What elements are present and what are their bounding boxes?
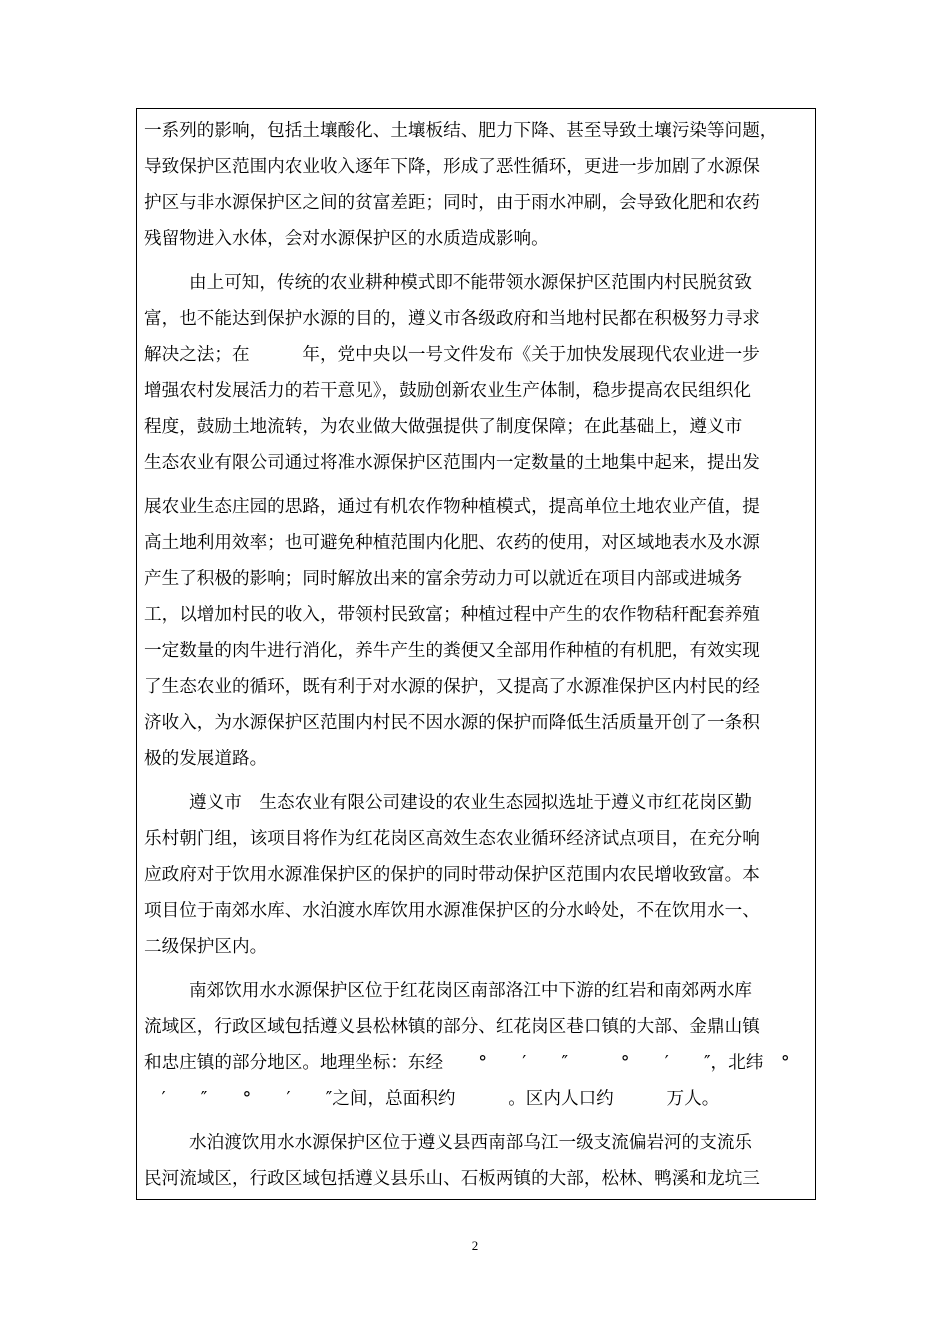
text-line: 济收入，为水源保护区范围内村民不因水源的保护而降低生活质量开创了一条积 [144,713,760,733]
page-number: 2 [471,1238,479,1253]
paragraph-start-line: 南郊饮用水水源保护区位于红花岗区南部洛江中下游的红岩和南郊两水库 [189,981,753,1001]
text-line: 产生了积极的影响；同时解放出来的富余劳动力可以就近在项目内部或进城务 [144,569,743,589]
text-line: 和忠庄镇的部分地区。地理坐标：东经 ° ′ ″ ° ′ ″，北纬 ° [144,1053,790,1073]
text-line: 导致保护区范围内农业收入逐年下降，形成了恶性循环，更进一步加剧了水源保 [144,157,760,177]
paragraph-start-line: 遵义市 生态农业有限公司建设的农业生态园拟选址于遵义市红花岗区勤 [189,793,753,813]
text-line: 二级保护区内。 [144,937,268,957]
text-line: 了生态农业的循环，既有利于对水源的保护，又提高了水源准保护区内村民的经 [144,677,760,697]
text-line: 程度，鼓励土地流转，为农业做大做强提供了制度保障；在此基础上，遵义市 [144,417,743,437]
text-line: 项目位于南郊水库、水泊渡水库饮用水源准保护区的分水岭处，不在饮用水一、 [144,901,760,921]
text-line: 一定数量的肉牛进行消化，养牛产生的粪便又全部用作种植的有机肥，有效实现 [144,641,760,661]
text-line: 护区与非水源保护区之间的贫富差距；同时，由于雨水冲刷，会导致化肥和农药 [144,193,760,213]
paragraph-start-line: 由上可知，传统的农业耕种模式即不能带领水源保护区范围内村民脱贫致 [189,273,753,293]
text-line: 生态农业有限公司通过将准水源保护区范围内一定数量的土地集中起来，提出发 [144,453,760,473]
text-line: 乐村朝门组，该项目将作为红花岗区高效生态农业循环经济试点项目，在充分响 [144,829,760,849]
text-line: 增强农村发展活力的若干意见》，鼓励创新农业生产体制，稳步提高农民组织化 [144,381,751,401]
text-line: 高土地利用效率；也可避免种植范围内化肥、农药的使用，对区域地表水及水源 [144,533,760,553]
text-line: 残留物进入水体，会对水源保护区的水质造成影响。 [144,229,549,249]
text-line: 极的发展道路。 [144,749,268,769]
text-line: 一系列的影响，包括土壤酸化、土壤板结、肥力下降、甚至导致土壤污染等问题， [144,121,778,141]
text-line: 展农业生态庄园的思路，通过有机农作物种植模式，提高单位土地农业产值，提 [144,497,760,517]
text-line: ′ ″ ° ′ ″之间，总面积约 。区内人口约 万人。 [144,1089,720,1109]
text-line: 流域区，行政区域包括遵义县松林镇的部分、红花岗区巷口镇的大部、金鼎山镇 [144,1017,760,1037]
text-line: 工，以增加村民的收入，带领村民致富；种植过程中产生的农作物秸秆配套养殖 [144,605,760,625]
text-line: 富，也不能达到保护水源的目的，遵义市各级政府和当地村民都在积极努力寻求 [144,309,760,329]
text-line: 应政府对于饮用水源准保护区的保护的同时带动保护区范围内农民增收致富。本 [144,865,760,885]
text-line: 民河流域区，行政区域包括遵义县乐山、石板两镇的大部，松林、鸭溪和龙坑三 [144,1169,760,1189]
paragraph-start-line: 水泊渡饮用水水源保护区位于遵义县西南部乌江一级支流偏岩河的支流乐 [189,1133,753,1153]
text-line: 解决之法；在 年，党中央以一号文件发布《关于加快发展现代农业进一步 [144,345,760,365]
